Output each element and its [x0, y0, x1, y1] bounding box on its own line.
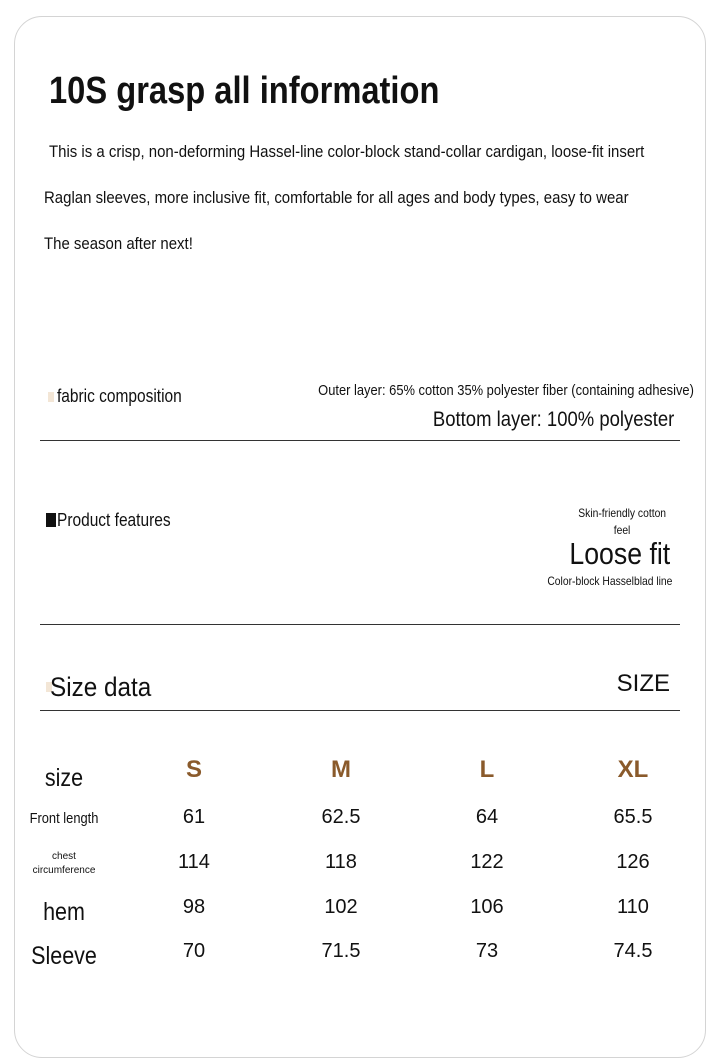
table-cell: 62.5: [321, 806, 361, 828]
description-line-1: This is a crisp, non-deforming Hassel-line color-block stand-collar cardigan, loose-fit insert: [49, 142, 645, 161]
table-cell: 70: [182, 940, 206, 962]
table-cell: 73: [475, 940, 499, 962]
row-label-chest: chest circumference: [32, 851, 96, 876]
table-cell: 102: [324, 896, 358, 918]
table-cell: 114: [178, 851, 210, 873]
fabric-bottom: Bottom layer: 100% polyester: [432, 408, 674, 431]
description-line-2: Raglan sleeves, more inclusive fit, comfortable for all ages and body types, easy to wear: [44, 188, 629, 207]
page-title: 10S grasp all information: [49, 70, 440, 112]
size-section-title: Size data: [50, 672, 152, 702]
table-cell: 118: [325, 851, 357, 873]
table-cell: 106: [470, 896, 504, 918]
row-label-hem: hem: [43, 898, 85, 926]
divider: [40, 710, 680, 711]
size-header-xl: XL: [617, 756, 649, 783]
table-cell: 126: [616, 851, 650, 873]
divider: [40, 624, 680, 625]
feature-line-3: Color-block Hasselblad line: [546, 574, 672, 588]
table-cell: 98: [182, 896, 206, 918]
size-badge: SIZE: [616, 670, 670, 697]
table-cell: 65.5: [613, 806, 653, 828]
size-header-m: M: [331, 756, 351, 783]
row-header-size: size: [44, 764, 84, 792]
feature-line-2: feel: [613, 523, 630, 537]
size-header-l: L: [479, 756, 495, 783]
features-label: Product features: [46, 510, 189, 531]
table-cell: 110: [617, 896, 649, 918]
row-label-sleeve: Sleeve: [31, 942, 97, 970]
description-line-3: The season after next!: [44, 234, 193, 253]
table-cell: 122: [470, 851, 504, 873]
glyph-placeholder-icon: [46, 513, 56, 527]
feature-highlight: Loose fit: [569, 536, 670, 571]
table-cell: 74.5: [613, 940, 653, 962]
bullet-icon: [48, 392, 54, 402]
table-cell: 61: [182, 806, 206, 828]
fabric-label: fabric composition: [48, 386, 202, 407]
feature-line-1: Skin-friendly cotton: [578, 506, 666, 520]
row-label-front-length: Front length: [29, 810, 99, 827]
fabric-outer: Outer layer: 65% cotton 35% polyester fiber (containing adhesive): [318, 382, 694, 399]
size-header-s: S: [185, 756, 202, 783]
divider: [40, 440, 680, 441]
table-cell: 64: [475, 806, 499, 828]
table-cell: 71.5: [321, 940, 361, 962]
